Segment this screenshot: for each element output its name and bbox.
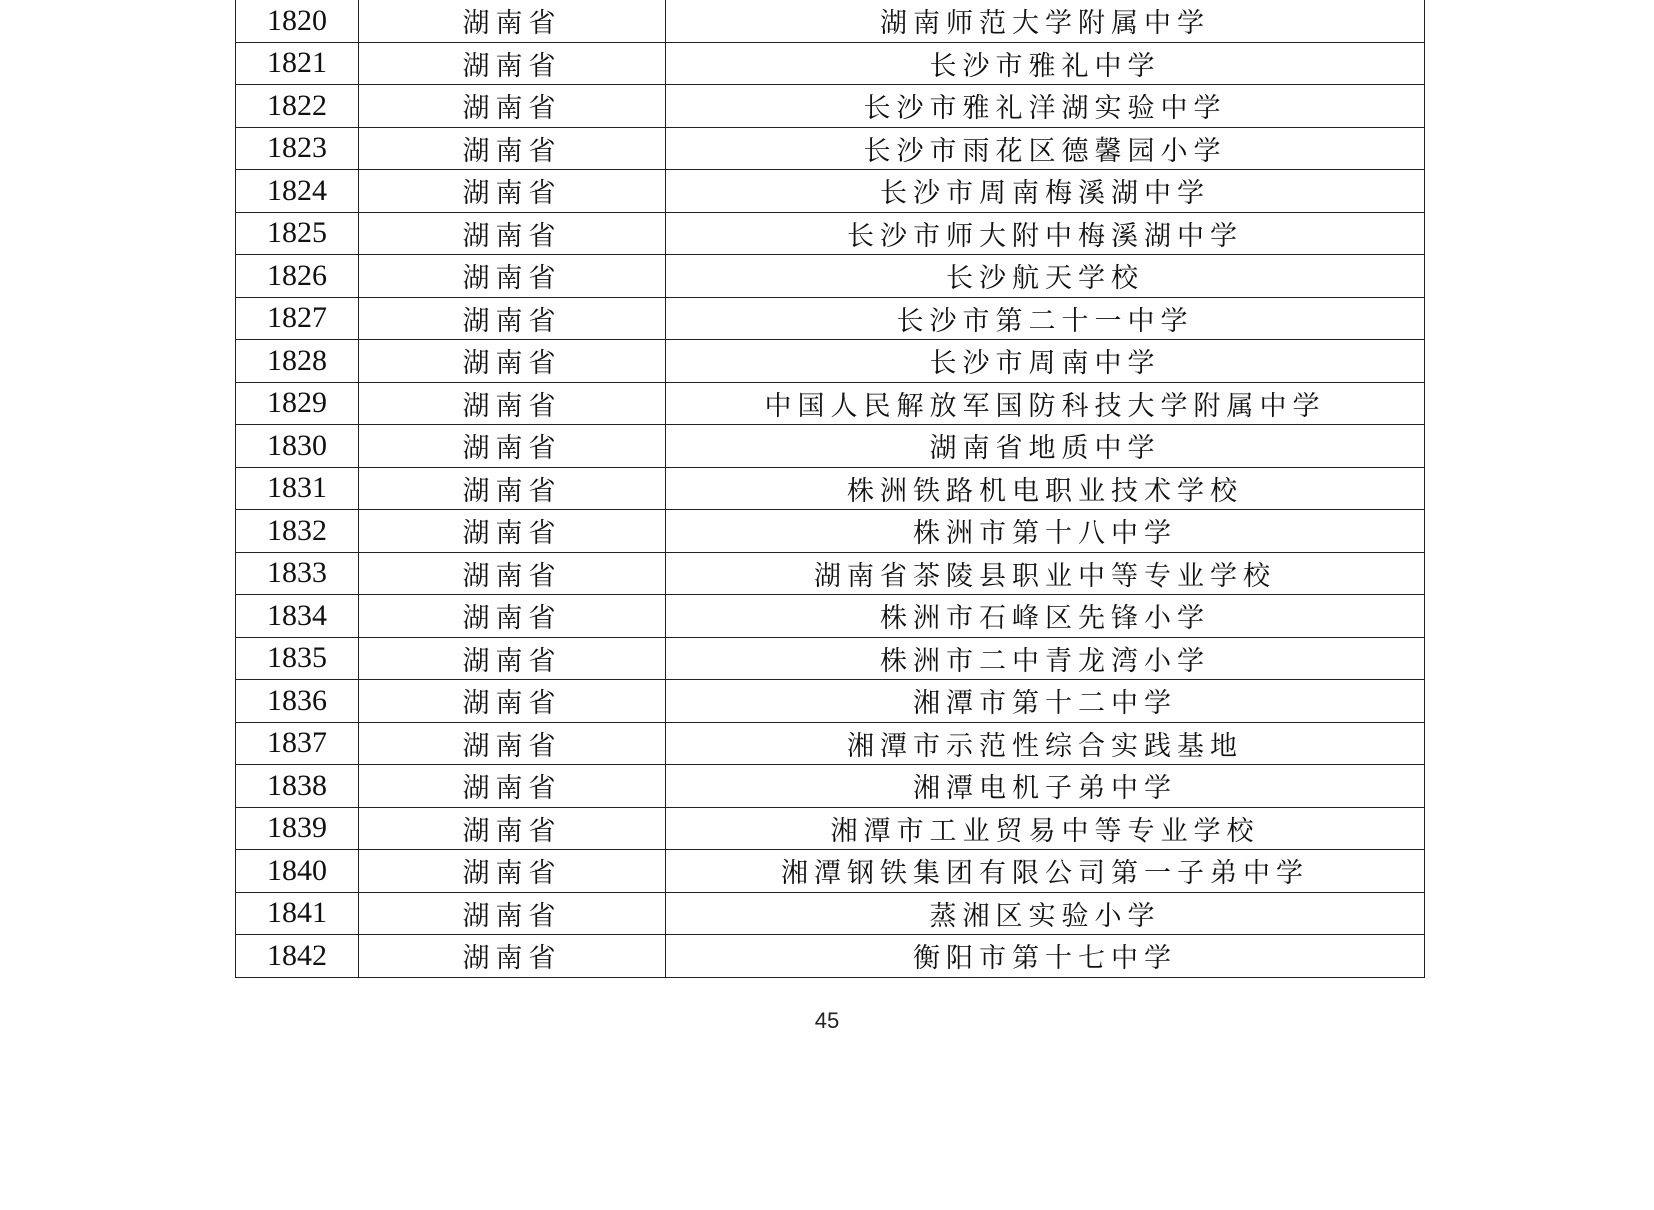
school-name-cell: 长沙市周南中学 <box>666 340 1425 383</box>
row-number-cell: 1822 <box>236 85 359 128</box>
school-name-cell: 衡阳市第十七中学 <box>666 935 1425 978</box>
row-number-cell: 1836 <box>236 680 359 723</box>
province-text: 湖南省 <box>462 305 562 337</box>
table-row <box>236 595 1425 638</box>
province-text: 湖南省 <box>462 688 562 720</box>
table-row <box>236 297 1425 340</box>
school-list-table <box>235 0 1425 978</box>
province-cell <box>359 382 666 425</box>
province-cell <box>359 722 666 765</box>
school-name-cell: 长沙市第二十一中学 <box>666 297 1425 340</box>
row-number-cell: 1834 <box>236 595 359 638</box>
province-text: 湖南省 <box>462 475 562 507</box>
table-row <box>236 425 1425 468</box>
table-row <box>236 637 1425 680</box>
province-text: 湖南省 <box>462 645 562 677</box>
school-name-cell: 长沙市周南梅溪湖中学 <box>666 170 1425 213</box>
province-cell <box>359 85 666 128</box>
school-name-cell: 株洲市第十八中学 <box>666 510 1425 553</box>
province-text: 湖南省 <box>462 50 562 82</box>
table-row <box>236 85 1425 128</box>
province-text: 湖南省 <box>462 93 562 125</box>
school-name-cell: 长沙市雅礼中学 <box>666 42 1425 85</box>
province-cell <box>359 892 666 935</box>
table-row <box>236 850 1425 893</box>
school-name-cell: 湖南省茶陵县职业中等专业学校 <box>666 552 1425 595</box>
row-number-cell: 1837 <box>236 722 359 765</box>
province-text: 湖南省 <box>462 348 562 380</box>
province-cell <box>359 850 666 893</box>
province-cell <box>359 42 666 85</box>
province-cell <box>359 170 666 213</box>
school-name-cell: 长沙航天学校 <box>666 255 1425 298</box>
table-row <box>236 382 1425 425</box>
province-cell <box>359 255 666 298</box>
table-row <box>236 935 1425 978</box>
row-number-cell: 1825 <box>236 212 359 255</box>
row-number-cell: 1828 <box>236 340 359 383</box>
row-number-cell: 1832 <box>236 510 359 553</box>
province-text: 湖南省 <box>462 263 562 295</box>
school-name-cell: 湖南省地质中学 <box>666 425 1425 468</box>
province-text: 湖南省 <box>462 603 562 635</box>
table-row <box>236 42 1425 85</box>
table-row <box>236 510 1425 553</box>
school-name-cell: 长沙市雅礼洋湖实验中学 <box>666 85 1425 128</box>
table-body <box>236 0 1425 977</box>
province-cell <box>359 297 666 340</box>
province-text: 湖南省 <box>462 390 562 422</box>
row-number-cell: 1835 <box>236 637 359 680</box>
province-text: 湖南省 <box>462 135 562 167</box>
school-name-cell: 湖南师范大学附属中学 <box>666 0 1425 42</box>
table-row <box>236 0 1425 42</box>
row-number-cell: 1831 <box>236 467 359 510</box>
province-cell <box>359 467 666 510</box>
row-number-cell: 1842 <box>236 935 359 978</box>
row-number-cell: 1827 <box>236 297 359 340</box>
row-number-cell: 1826 <box>236 255 359 298</box>
school-name-cell: 株洲市二中青龙湾小学 <box>666 637 1425 680</box>
school-name-cell: 湘潭市示范性综合实践基地 <box>666 722 1425 765</box>
school-name-cell: 湘潭电机子弟中学 <box>666 765 1425 808</box>
row-number-cell: 1824 <box>236 170 359 213</box>
school-name-cell: 中国人民解放军国防科技大学附属中学 <box>666 382 1425 425</box>
province-cell <box>359 595 666 638</box>
table-row <box>236 170 1425 213</box>
province-cell <box>359 765 666 808</box>
table-row <box>236 765 1425 808</box>
province-text: 湖南省 <box>462 730 562 762</box>
row-number-cell: 1838 <box>236 765 359 808</box>
province-text: 湖南省 <box>462 560 562 592</box>
province-text: 湖南省 <box>462 858 562 890</box>
school-name-cell: 蒸湘区实验小学 <box>666 892 1425 935</box>
province-cell <box>359 637 666 680</box>
table-row <box>236 467 1425 510</box>
province-text: 湖南省 <box>462 8 562 40</box>
province-text: 湖南省 <box>462 815 562 847</box>
school-name-cell: 湘潭市第十二中学 <box>666 680 1425 723</box>
row-number-cell: 1833 <box>236 552 359 595</box>
province-cell <box>359 552 666 595</box>
school-name-cell: 长沙市雨花区德馨园小学 <box>666 127 1425 170</box>
row-number-cell: 1823 <box>236 127 359 170</box>
table-row <box>236 552 1425 595</box>
table-row <box>236 807 1425 850</box>
page-number: 45 <box>814 1008 840 1033</box>
province-cell <box>359 680 666 723</box>
province-text: 湖南省 <box>462 518 562 550</box>
table-row <box>236 340 1425 383</box>
province-cell <box>359 340 666 383</box>
table-row <box>236 722 1425 765</box>
province-text: 湖南省 <box>462 433 562 465</box>
table-row <box>236 255 1425 298</box>
row-number-cell: 1830 <box>236 425 359 468</box>
province-cell <box>359 510 666 553</box>
province-text: 湖南省 <box>462 900 562 932</box>
province-text: 湖南省 <box>462 220 562 252</box>
province-text: 湖南省 <box>462 773 562 805</box>
table-row <box>236 127 1425 170</box>
row-number-cell: 1839 <box>236 807 359 850</box>
table-row <box>236 892 1425 935</box>
table-row <box>236 212 1425 255</box>
province-cell <box>359 127 666 170</box>
row-number-cell: 1841 <box>236 892 359 935</box>
province-text: 湖南省 <box>462 178 562 210</box>
province-cell <box>359 807 666 850</box>
row-number-cell: 1829 <box>236 382 359 425</box>
row-number-cell: 1821 <box>236 42 359 85</box>
province-cell <box>359 0 666 42</box>
province-text: 湖南省 <box>462 943 562 975</box>
school-name-cell: 湘潭市工业贸易中等专业学校 <box>666 807 1425 850</box>
row-number-cell: 1840 <box>236 850 359 893</box>
province-cell <box>359 425 666 468</box>
school-name-cell: 株洲市石峰区先锋小学 <box>666 595 1425 638</box>
row-number-cell: 1820 <box>236 0 359 42</box>
province-cell <box>359 935 666 978</box>
school-name-cell: 株洲铁路机电职业技术学校 <box>666 467 1425 510</box>
table-row <box>236 680 1425 723</box>
school-name-cell: 长沙市师大附中梅溪湖中学 <box>666 212 1425 255</box>
school-name-cell: 湘潭钢铁集团有限公司第一子弟中学 <box>666 850 1425 893</box>
province-cell <box>359 212 666 255</box>
